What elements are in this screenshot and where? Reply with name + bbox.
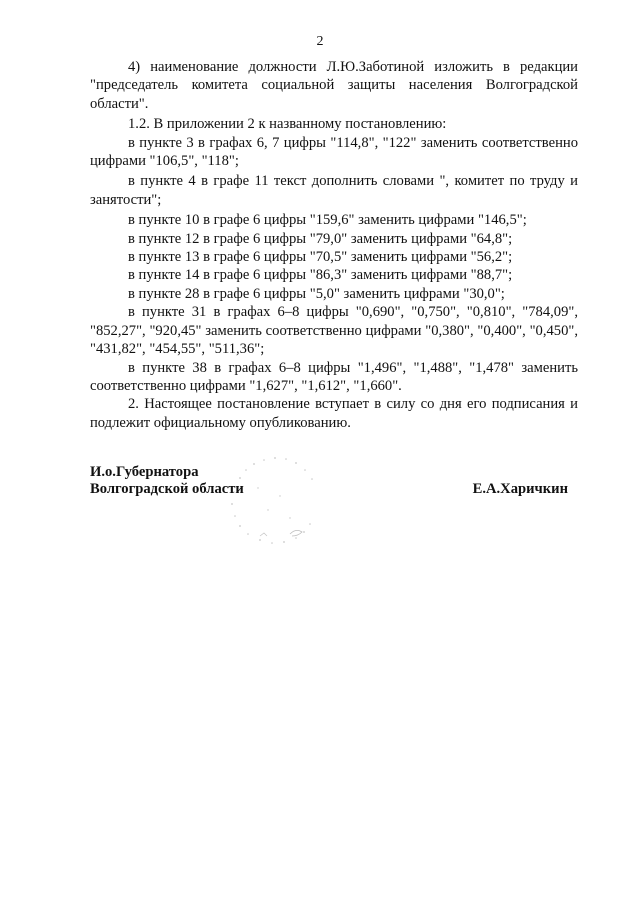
page-number: 2 — [316, 34, 324, 49]
signatory-name: Е.А.Харичкин — [472, 481, 568, 497]
paragraph-point-14: в пункте 14 в графе 6 цифры "86,3" заменить цифрами "88,7"; — [128, 267, 513, 284]
signature-block — [90, 464, 578, 524]
document-body — [90, 58, 578, 432]
paragraph-point-4: в пункте 4 в графе 11 текст дополнить словами ", комитет по труду и занятости"; — [90, 173, 578, 208]
paragraph-point-31: в пункте 31 в графах 6–8 цифры "0,690", "0,750", "0,810", "784,09", "852,27", "920,45" заменить соответственно цифрами "0,380", "0,400", "0,450", "431,82", "454,55", "511,36"; — [90, 304, 578, 358]
paragraph-section-1-2: 1.2. В приложении 2 к названному постановлению: — [128, 116, 447, 133]
paragraph-point-10: в пункте 10 в графе 6 цифры "159,6" заменить цифрами "146,5"; — [128, 212, 527, 229]
signatory-title-line1: И.о.Губернатора — [90, 464, 199, 480]
paragraph-point-38: в пункте 38 в графах 6–8 цифры "1,496", "1,488", "1,478" заменить соответственно цифрами "1,627", "1,612", "1,660". — [90, 359, 578, 394]
paragraph-point-13: в пункте 13 в графе 6 цифры "70,5" заменить цифрами "56,2"; — [128, 249, 513, 266]
signatory-title — [90, 464, 244, 498]
paragraph-item-4: 4) наименование должности Л.Ю.Заботиной изложить в редакции "председатель комитета социальной защиты населения Волгоградской области". — [90, 59, 578, 112]
paragraph-point-3: в пункте 3 в графах 6, 7 цифры "114,8", "122" заменить соответственно цифрами "106,5", "118"; — [90, 134, 578, 170]
paragraph-section-2: 2. Настоящее постановление вступает в силу со дня его подписания и подлежит официальному опубликованию. — [90, 396, 578, 431]
signatory-title-line2: Волгоградской области — [90, 481, 244, 497]
paragraph-point-12: в пункте 12 в графе 6 цифры "79,0" заменить цифрами "64,8"; — [128, 230, 513, 247]
paragraph-point-28: в пункте 28 в графе 6 цифры "5,0" заменить цифрами "30,0"; — [128, 285, 505, 302]
